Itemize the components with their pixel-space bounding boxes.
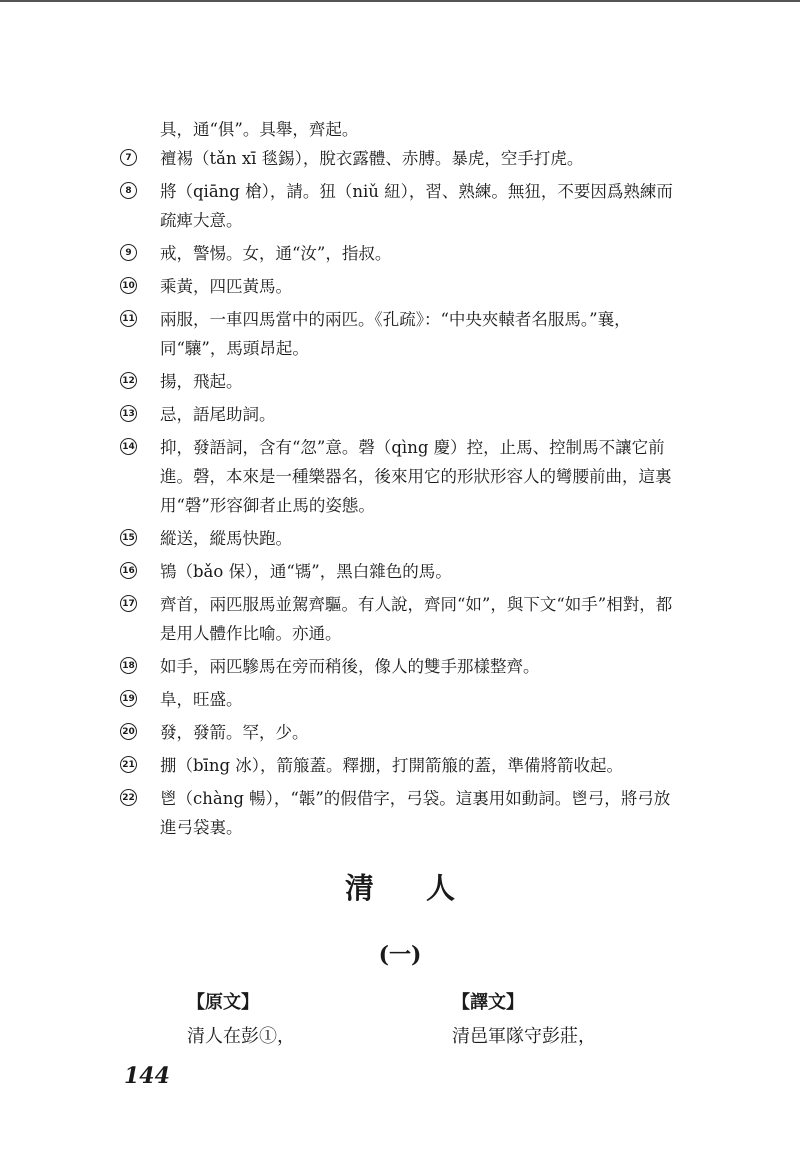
note-number: 22 [120,789,137,806]
note-number: 19 [120,690,137,707]
note-text: 齊首，兩匹服馬並駕齊驅。有人說，齊同“如”，與下文“如手”相對，都是用人體作比喻。亦通。 [160,595,673,643]
page-number: 144 [124,1063,170,1089]
note-text: 抑，發語詞，含有“忽”意。磬（qìng 慶）控，止馬、控制馬不讓它前進。磬，本來是一種樂器名，後來用它的形狀形容人的彎腰前曲，這裏用“磬”形容御者止馬的姿態。 [160,438,672,515]
note-number: 15 [120,529,137,546]
note-number: 10 [120,277,137,294]
note-item [120,400,680,429]
note-item [120,557,680,586]
note-item [120,367,680,396]
note-text: 揚，飛起。 [160,372,243,391]
note-text: 縱送，縱馬快跑。 [160,529,292,548]
note-continuation: 具，通“俱”。具舉，齊起。 [160,120,359,139]
note-text: 發，發箭。罕，少。 [160,723,309,742]
note-text: 將（qiāng 槍），請。狃（niǔ 紐），習、熟練。無狃，不要因爲熟練而疏痺大意。 [160,182,673,230]
note-text: 如手，兩匹驂馬在旁而稍後，像人的雙手那樣整齊。 [160,657,540,676]
note-text: 襢裼（tǎn xī 毯錫），脫衣露體、赤膊。暴虎，空手打虎。 [160,149,584,168]
original-heading: 【原文】 [187,992,259,1013]
note-item [120,524,680,553]
translation-heading: 【譯文】 [452,992,524,1013]
note-number: 7 [120,149,137,166]
note-item [120,144,680,173]
note-item [120,272,680,301]
note-number: 13 [120,405,137,422]
note-item [120,685,680,714]
note-text: 鴇（bǎo 保），通“駂”，黑白雜色的馬。 [160,562,452,581]
section-subtitle: (一) [378,942,422,968]
note-number: 21 [120,756,137,773]
translation-column [452,986,596,1054]
note-item [120,652,680,681]
note-text: 乘黃，四匹黃馬。 [160,277,292,296]
note-number: 9 [120,244,137,261]
note-number: 12 [120,372,137,389]
note-item [120,433,680,520]
note-item [120,590,680,648]
note-number: 17 [120,595,137,612]
section-title: 清人 [344,871,507,905]
note-item [120,784,680,842]
note-item [120,177,680,235]
note-text: 兩服，一車四馬當中的兩匹。《孔疏》：“中央夾轅者名服馬。”襄，同“驤”，馬頭昂起。 [160,310,631,358]
note-number: 14 [120,438,137,455]
note-number: 11 [120,310,137,327]
note-text: 掤（bīng 冰），箭箙蓋。釋掤，打開箭箙的蓋，準備將箭收起。 [160,756,624,775]
note-text: 戒，警惕。女，通“汝”，指叔。 [160,244,392,263]
notes-section [120,115,680,842]
note-number: 16 [120,562,137,579]
note-number: 8 [120,182,137,199]
note-item [120,305,680,363]
note-number: 20 [120,723,137,740]
note-number: 18 [120,657,137,674]
note-text: 鬯（chàng 暢），“韔”的假借字，弓袋。這裏用如動詞。鬯弓，將弓放進弓袋裏。 [160,789,671,837]
note-text: 阜，旺盛。 [160,690,243,709]
original-text-column [187,986,295,1054]
note-text: 忌，語尾助詞。 [160,405,276,424]
note-item [120,718,680,747]
note-item [120,751,680,780]
note-list [120,144,680,842]
translation-line: 清邑軍隊守彭莊， [452,1026,596,1047]
original-line: 清人在彭①， [187,1026,295,1047]
top-border [0,0,800,2]
note-item [120,239,680,268]
